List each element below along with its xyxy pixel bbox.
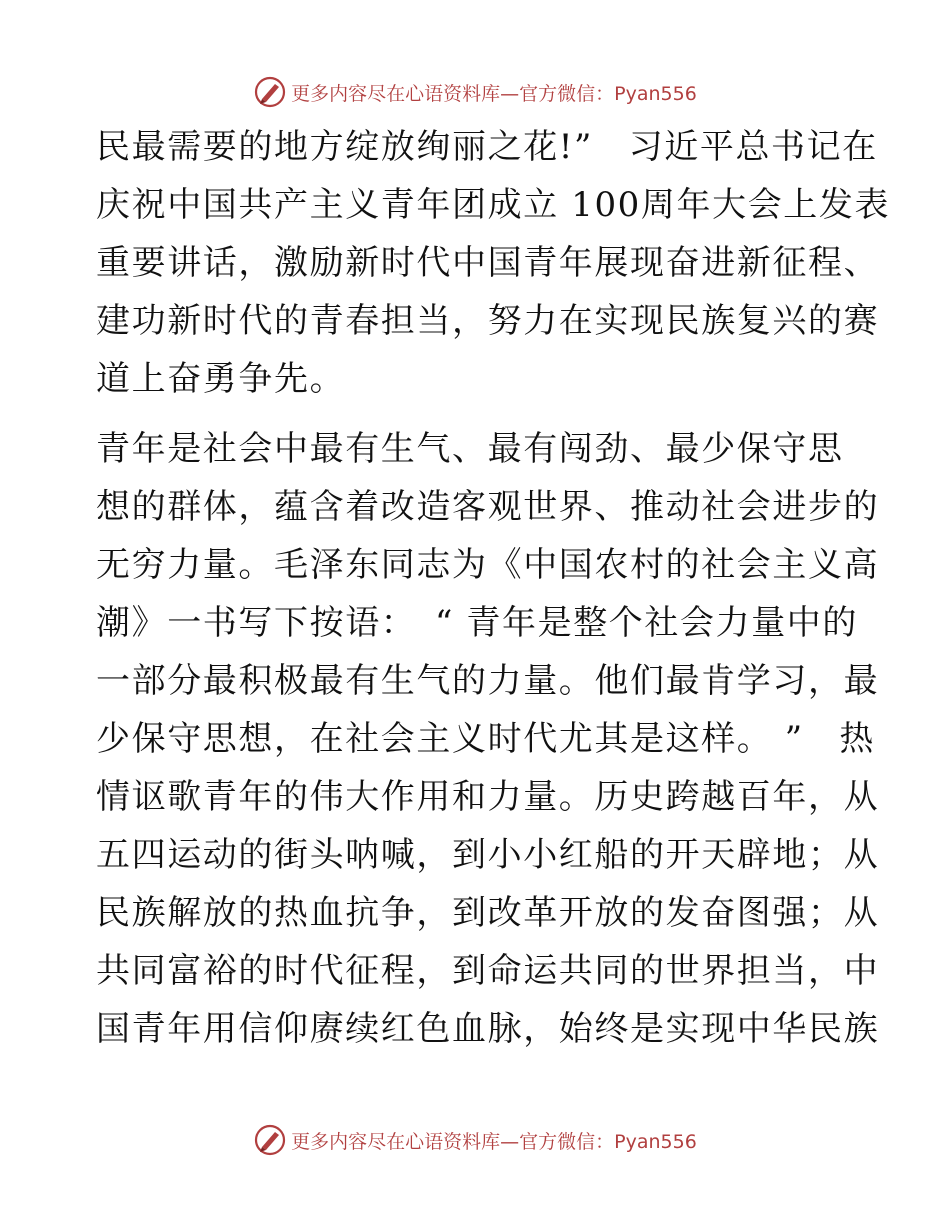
text-line: 道上奋勇争先。 bbox=[96, 359, 346, 399]
text-line: 一部分最积极最有生气的力量。他们最肯学习，最 bbox=[96, 661, 880, 701]
text-line: 庆祝中国共产主义青年团成立 100周年大会上发表 bbox=[96, 185, 891, 225]
paragraph-1 bbox=[96, 118, 891, 408]
header-banner bbox=[0, 72, 950, 112]
text-line: 潮》一书写下按语： “ 青年是整个社会力量中的 bbox=[96, 603, 858, 643]
text-line: 青年是社会中最有生气、最有闯劲、最少保守思 bbox=[96, 429, 844, 469]
text-line: 民最需要的地方绽放绚丽之花!” 习近平总书记在 bbox=[96, 127, 878, 167]
text-line: 无穷力量。毛泽东同志为《中国农村的社会主义高 bbox=[96, 545, 880, 585]
document-body bbox=[96, 118, 891, 1058]
text-line: 重要讲话，激励新时代中国青年展现奋进新征程、 bbox=[96, 243, 880, 283]
text-line: 五四运动的街头呐喊，到小小红船的开天辟地；从 bbox=[96, 835, 880, 875]
footer-banner bbox=[0, 1120, 950, 1160]
text-line: 国青年用信仰赓续红色血脉，始终是实现中华民族 bbox=[96, 1009, 880, 1049]
footer-banner-text: 更多内容尽在心语资料库—官方微信：Pyan556 bbox=[291, 1130, 697, 1153]
paragraph-2 bbox=[96, 420, 880, 1058]
paragraph-spacer bbox=[96, 408, 856, 420]
text-line: 建功新时代的青春担当，努力在实现民族复兴的赛 bbox=[96, 301, 880, 341]
header-banner-text: 更多内容尽在心语资料库—官方微信：Pyan556 bbox=[291, 82, 697, 105]
text-line: 民族解放的热血抗争，到改革开放的发奋图强；从 bbox=[96, 893, 880, 933]
text-line: 少保守思想，在社会主义时代尤其是这样。 ” 热 bbox=[96, 719, 875, 759]
text-line: 共同富裕的时代征程，到命运共同的世界担当，中 bbox=[96, 951, 880, 991]
text-line: 想的群体，蕴含着改造客观世界、推动社会进步的 bbox=[96, 487, 880, 527]
pen-logo-icon bbox=[253, 75, 287, 109]
text-line: 情讴歌青年的伟大作用和力量。历史跨越百年，从 bbox=[96, 777, 880, 817]
pen-logo-icon bbox=[253, 1123, 287, 1157]
